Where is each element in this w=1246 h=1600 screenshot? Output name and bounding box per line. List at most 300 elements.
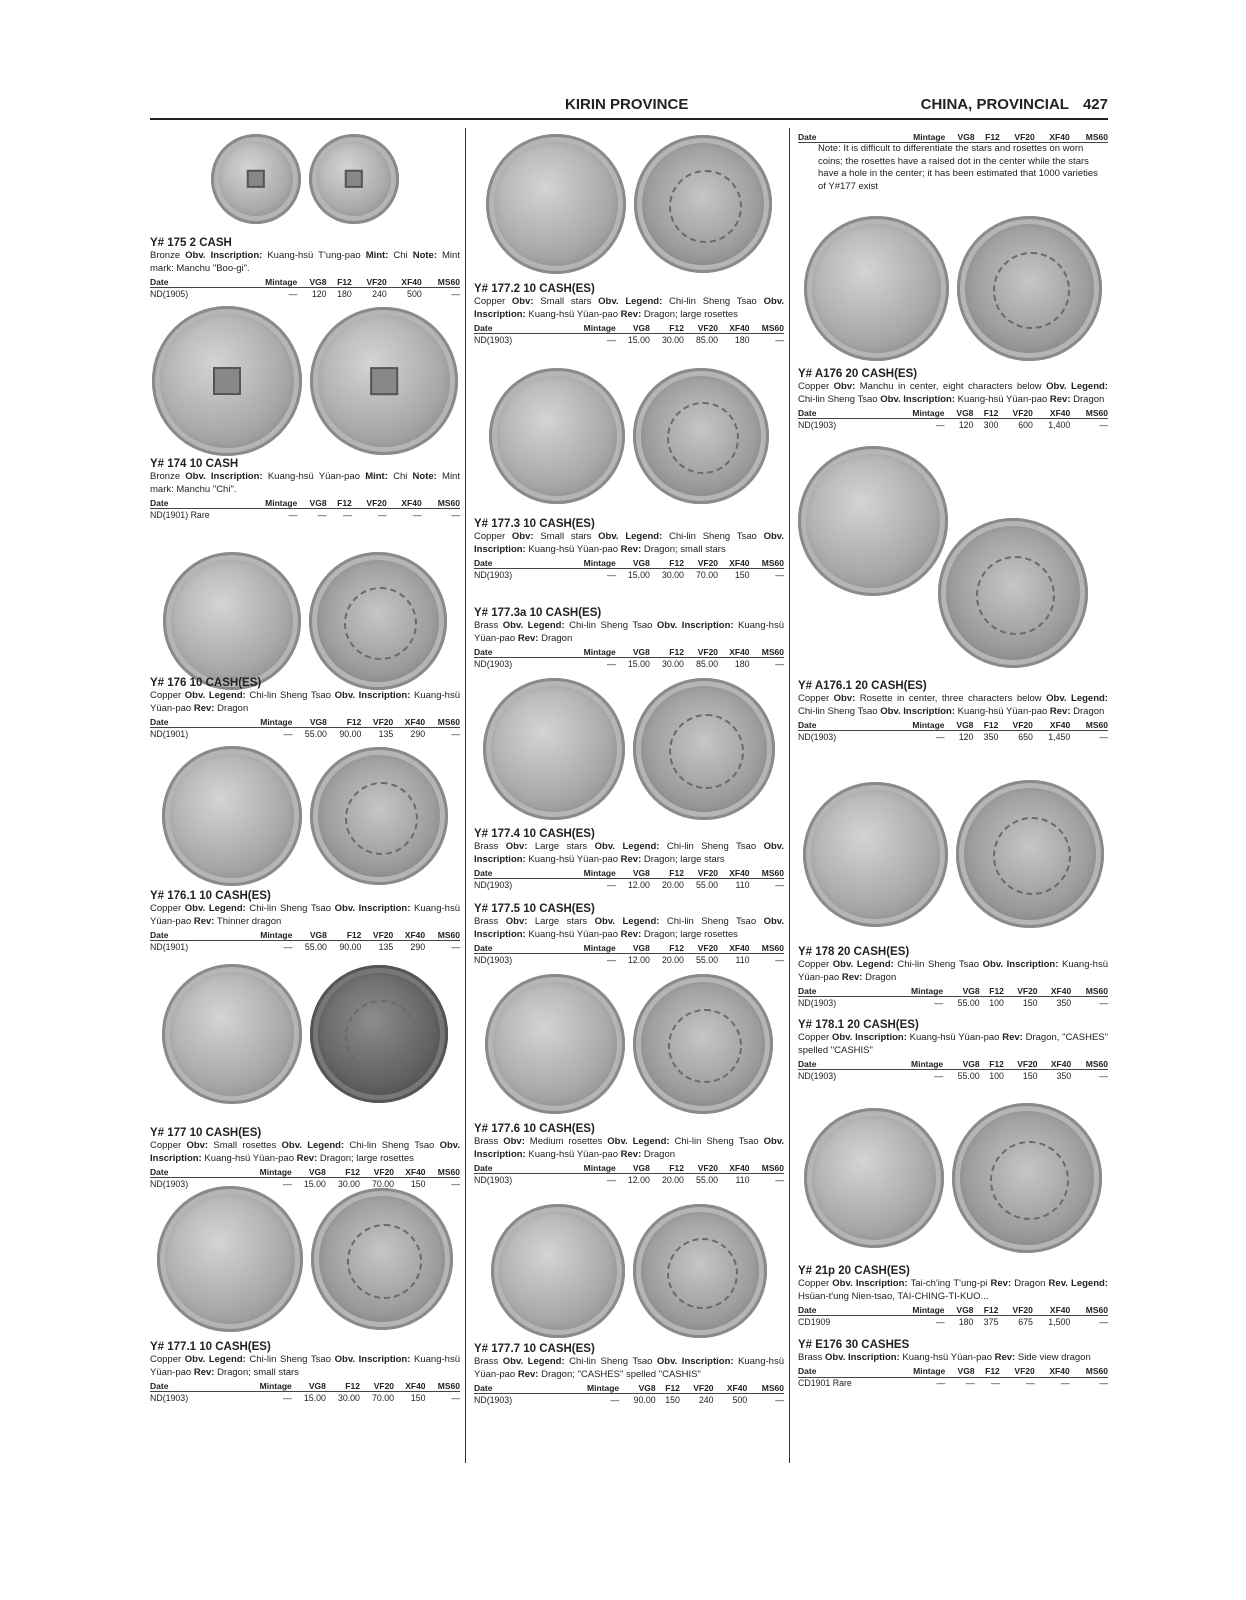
column-header: MS60: [1071, 985, 1108, 997]
coin-photos: [150, 964, 460, 1104]
coin-obverse-image: [491, 1204, 625, 1338]
column-header: VF20: [684, 942, 718, 954]
column-header: F12: [327, 276, 352, 288]
column-header: Date: [474, 867, 566, 879]
field-label: Obv:: [186, 1140, 209, 1151]
coin-obverse-image: [162, 964, 302, 1104]
column-header: VF20: [352, 276, 387, 288]
column-header: Mintage: [242, 1380, 292, 1392]
entry-title: Y# A176 20 CASH(ES): [798, 368, 918, 380]
column-header: VG8: [297, 276, 326, 288]
column-header: Mintage: [242, 1166, 292, 1178]
field-text: Copper: [798, 1032, 832, 1043]
column-header: Mintage: [890, 407, 945, 419]
table-cell: 135: [378, 728, 394, 739]
table-cell: 375: [983, 1316, 999, 1327]
table-cell: —: [342, 509, 352, 520]
value-table: [150, 929, 460, 952]
field-label: Obv. Legend:: [594, 916, 660, 927]
column-header: F12: [326, 1166, 360, 1178]
dragon-icon: [668, 1009, 742, 1083]
table-header-row: [150, 276, 460, 288]
table-cell: —: [1099, 1316, 1108, 1327]
value-table: [798, 1366, 1108, 1389]
column-header: XF40: [1033, 719, 1070, 731]
catalog-entry: [150, 889, 460, 952]
entry-description: [798, 693, 1108, 718]
entry-title: Y# 177.3a 10 CASH(ES): [474, 607, 602, 619]
field-text: Small stars: [533, 531, 599, 542]
value-table: [798, 1058, 1108, 1081]
coin-reverse-image: [633, 1204, 767, 1338]
field-text: Dragon; "CASHES" spelled "CASHIS": [538, 1368, 701, 1380]
column-header: Mintage: [242, 929, 292, 941]
column-header: MS60: [1070, 1304, 1108, 1316]
table-cell: —: [283, 728, 293, 739]
field-text: Chi-lin Sheng Tsao: [798, 393, 881, 405]
table-cell: —: [934, 997, 944, 1008]
column-header: Mintage: [242, 497, 297, 509]
entry-title: Y# 178 20 CASH(ES): [798, 946, 910, 958]
column-header: F12: [650, 942, 684, 954]
column-header: MS60: [426, 1166, 460, 1178]
table-cell: ND(1903): [798, 997, 837, 1008]
column-header: MS60: [1071, 1058, 1108, 1070]
column-header: VG8: [943, 1058, 979, 1070]
column-header: XF40: [1033, 1304, 1070, 1316]
column-header: Date: [474, 646, 566, 658]
field-text: Copper: [474, 531, 512, 542]
note-text: Note: It is difficult to differentiate the stars and rosettes on worn coins; the rosettes have a raised dot in the center while the stars have a hole in the center; it has been estimated that 1000 varieties of Y#177 exist: [818, 143, 1098, 192]
column-header: VF20: [684, 646, 718, 658]
entry-title: Y# 175 2 CASH: [150, 237, 232, 249]
coin-photos: [798, 780, 1108, 928]
entry-description: [150, 903, 460, 928]
field-text: Dragon; small stars: [641, 543, 726, 555]
field-label: Obv. Inscription:: [982, 959, 1059, 970]
field-text: Large stars: [527, 916, 595, 927]
field-label: Obv. Legend:: [598, 296, 663, 307]
field-label: Rev:: [1002, 1032, 1023, 1043]
field-text: Dragon, "CASHES" spelled "CASHIS": [798, 1032, 1108, 1056]
table-header-row: [798, 407, 1108, 419]
coin-photos: [150, 746, 460, 886]
column-header: Date: [150, 929, 242, 941]
table-cell: ND(1903): [150, 1392, 189, 1403]
coin-reverse-image: [310, 965, 448, 1103]
table-cell: —: [775, 879, 784, 890]
column-header: F12: [326, 1380, 360, 1392]
value-table: [474, 942, 784, 965]
field-label: Rev:: [841, 971, 863, 983]
coin-obverse-image: [486, 134, 626, 274]
entry-description: [474, 531, 784, 556]
column-header: MS60: [1070, 407, 1108, 419]
table-cell: —: [1099, 1070, 1108, 1081]
column-header: Date: [150, 716, 242, 728]
table-header-row: [474, 867, 784, 879]
catalog-entry: [798, 367, 1108, 430]
table-cell: ND(1903): [474, 1174, 513, 1185]
table-cell: 85.00: [696, 334, 719, 345]
field-text: Chi-lin Sheng Tsao: [564, 620, 657, 631]
dragon-icon: [993, 252, 1070, 329]
table-cell: ND(1903): [798, 419, 837, 430]
table-cell: ND(1903): [474, 1394, 513, 1405]
coin-reverse-image: [956, 780, 1104, 928]
column-header: Mintage: [242, 716, 292, 728]
field-text: Kuang-hsü Yüan-pao: [262, 471, 366, 482]
field-label: Obv. Legend:: [184, 690, 246, 701]
entry-description: [798, 1278, 1108, 1303]
field-text: Chi-lin Sheng Tsao: [659, 841, 764, 852]
dragon-icon: [347, 1224, 422, 1299]
table-cell: 55.00: [696, 954, 719, 965]
column-header: F12: [973, 1304, 998, 1316]
column-header: XF40: [1033, 407, 1070, 419]
table-cell: 120: [958, 731, 974, 742]
table-cell: 650: [1018, 731, 1033, 742]
table-cell: 55.00: [696, 1174, 719, 1185]
field-text: Copper: [798, 959, 833, 970]
table-cell: —: [283, 941, 293, 952]
field-text: Copper: [798, 693, 834, 704]
field-text: Chi: [388, 250, 413, 261]
column-header: VG8: [292, 716, 327, 728]
table-cell: 110: [735, 879, 750, 890]
column-header: VF20: [684, 322, 718, 334]
coin-obverse-image: [163, 552, 301, 690]
column-header: VG8: [292, 929, 327, 941]
table-cell: 290: [410, 728, 426, 739]
table-cell: 180: [734, 658, 750, 669]
column-header: VF20: [361, 716, 393, 728]
column-header: F12: [327, 929, 362, 941]
coin-photos: [474, 134, 784, 274]
column-header: XF40: [394, 1380, 425, 1392]
column-header: Date: [150, 497, 242, 509]
column-header: XF40: [718, 1162, 749, 1174]
header-rule: [150, 118, 1108, 120]
coin-obverse-image: [152, 306, 302, 456]
table-cell: 15.00: [627, 569, 650, 580]
field-text: Brass: [798, 1352, 825, 1363]
column-header: Mintage: [566, 322, 616, 334]
field-label: Obv. Legend:: [1046, 693, 1108, 704]
coin-photos: [474, 974, 784, 1114]
column-header: XF40: [718, 942, 749, 954]
table-row: [798, 1070, 1108, 1082]
column-header: F12: [327, 716, 362, 728]
table-cell: 70.00: [696, 569, 719, 580]
table-cell: —: [1099, 1378, 1108, 1388]
field-text: Chi-lin Sheng Tsao: [659, 916, 764, 927]
column-header: Date: [474, 322, 566, 334]
field-label: Obv. Inscription:: [832, 1278, 908, 1289]
table-cell: ND(1901): [150, 941, 189, 952]
table-cell: 55.00: [957, 1070, 980, 1081]
table-cell: 100: [989, 1070, 1004, 1081]
table-cell: —: [775, 1174, 784, 1185]
coin-photos: [474, 678, 784, 820]
coin-obverse-image: [803, 782, 948, 927]
table-row: [474, 658, 784, 670]
table-cell: 15.00: [627, 334, 650, 345]
coin-obverse-image: [310, 307, 458, 455]
table-cell: 30.00: [661, 569, 684, 580]
field-label: Obv. Legend:: [184, 1354, 246, 1365]
column-header: VG8: [619, 1382, 655, 1394]
column-header: VG8: [616, 942, 650, 954]
column-header: XF40: [387, 497, 422, 509]
entry-title: Y# 177.6 10 CASH(ES): [474, 1123, 595, 1135]
entry-description: [798, 959, 1108, 984]
entry-description: [474, 620, 784, 645]
column-header: Mintage: [890, 1058, 943, 1070]
field-text: Copper: [150, 1140, 187, 1151]
column-header: VF20: [998, 1304, 1033, 1316]
field-text: Side view dragon: [1015, 1352, 1091, 1363]
coin-obverse-image: [485, 974, 625, 1114]
field-text: Dragon: [862, 971, 897, 983]
table-header-row: [474, 1382, 784, 1394]
field-text: Copper: [150, 1354, 185, 1365]
column-header: MS60: [750, 646, 784, 658]
section-title: KIRIN PROVINCE: [565, 96, 689, 113]
dragon-icon: [344, 587, 417, 660]
coin-obverse-image: [211, 134, 301, 224]
dragon-icon: [669, 714, 744, 789]
field-label: Rev:: [193, 915, 215, 927]
table-header-row: [474, 322, 784, 334]
field-label: Obv. Inscription:: [185, 471, 263, 482]
column-header: F12: [975, 1366, 1000, 1378]
table-cell: —: [1025, 1378, 1035, 1388]
table-header-row: [798, 1304, 1108, 1316]
column-header: Date: [798, 1304, 890, 1316]
field-label: Rev:: [620, 1148, 642, 1160]
table-cell: 350: [1056, 997, 1072, 1008]
table-cell: 30.00: [337, 1178, 360, 1189]
field-text: Kuang-hsü Yüan-pao: [955, 705, 1050, 717]
table-cell: —: [288, 288, 298, 299]
dragon-icon: [993, 817, 1071, 895]
catalog-entry: [474, 1122, 784, 1185]
entry-title: Y# 177 10 CASH(ES): [150, 1127, 262, 1139]
coin-reverse-image: [309, 552, 447, 690]
value-table: [798, 131, 1108, 143]
field-label: Obv. Inscription:: [185, 250, 263, 261]
field-label: Obv. Legend:: [832, 959, 894, 970]
field-text: Kuang-hsü Yüan-pao: [955, 393, 1050, 405]
field-label: Obv. Inscription:: [656, 620, 734, 631]
catalog-entry: [798, 945, 1108, 1008]
field-text: Dragon: [1070, 705, 1105, 717]
field-text: Copper: [474, 296, 512, 307]
table-row: [798, 997, 1108, 1009]
coin-photos: [798, 446, 1108, 668]
coin-obverse-image: [489, 368, 625, 504]
entry-title: Y# 176.1 10 CASH(ES): [150, 890, 271, 902]
table-cell: ND(1903): [798, 1070, 837, 1081]
entry-title: Y# 174 10 CASH: [150, 458, 239, 470]
table-header-row: [798, 1366, 1108, 1378]
square-hole-icon: [213, 367, 241, 395]
field-text: Mint mark: Manchu "Boo-gi".: [150, 250, 460, 274]
column-header: Date: [474, 557, 566, 569]
catalog-entry: [798, 679, 1108, 742]
table-cell: —: [1099, 731, 1108, 742]
table-cell: 15.00: [303, 1178, 326, 1189]
column-header: MS60: [422, 276, 460, 288]
table-cell: —: [1060, 1378, 1070, 1388]
table-cell: 240: [698, 1394, 714, 1405]
field-text: Chi-lin Sheng Tsao: [662, 531, 764, 542]
table-cell: —: [1099, 997, 1108, 1008]
field-label: Rev:: [1049, 705, 1071, 717]
column-header: F12: [973, 719, 998, 731]
coin-photos: [150, 552, 460, 690]
value-table: [798, 1304, 1108, 1327]
column-header: XF40: [1038, 985, 1072, 997]
field-label: Rev. Legend:: [1048, 1278, 1108, 1289]
field-text: Kuang-hsü T'ung-pao: [262, 250, 366, 261]
table-cell: 55.00: [304, 941, 327, 952]
field-text: Dragon; large stars: [641, 853, 725, 865]
dragon-icon: [345, 1000, 418, 1073]
column-header: MS60: [747, 1382, 784, 1394]
coin-obverse-image: [157, 1186, 303, 1332]
entry-description: [150, 250, 460, 275]
field-label: Rev:: [990, 1278, 1012, 1289]
column-header: F12: [650, 646, 684, 658]
column-header: XF40: [718, 322, 749, 334]
field-text: Kuang-hsü Yüan-pao: [899, 1352, 995, 1363]
entry-title: Y# A176.1 20 CASH(ES): [798, 680, 927, 692]
field-text: Dragon: [1070, 393, 1105, 405]
catalog-entry: [150, 457, 460, 520]
square-hole-icon: [345, 170, 363, 188]
table-cell: 150: [665, 1394, 680, 1405]
table-row: [150, 288, 460, 300]
field-label: Obv. Legend:: [594, 841, 660, 852]
table-cell: ND(1903): [798, 731, 837, 742]
table-row: [150, 941, 460, 953]
column-header: VF20: [680, 1382, 714, 1394]
coin-reverse-image: [633, 678, 775, 820]
column-header: XF40: [1035, 131, 1070, 143]
table-row: [150, 728, 460, 740]
table-cell: 120: [958, 419, 974, 430]
value-table: [474, 867, 784, 890]
field-label: Mint:: [365, 250, 389, 261]
column-header: Date: [798, 719, 890, 731]
table-cell: 150: [410, 1178, 426, 1189]
coin-reverse-image: [634, 135, 772, 273]
field-label: Obv. Inscription:: [474, 296, 784, 320]
table-cell: 110: [735, 954, 750, 965]
field-text: Kuang-hsü Yüan-pao: [525, 308, 621, 320]
column-header: VF20: [352, 497, 387, 509]
table-header-row: [150, 1380, 460, 1392]
table-row: [474, 954, 784, 966]
table-cell: ND(1903): [474, 879, 513, 890]
field-label: Rev:: [517, 632, 539, 644]
field-label: Rev:: [193, 702, 215, 714]
table-cell: —: [282, 1392, 292, 1403]
field-text: Brass: [474, 620, 503, 631]
catalog-entry: [474, 1342, 784, 1405]
table-cell: 90.00: [633, 1394, 656, 1405]
column-header: Mintage: [890, 719, 945, 731]
entry-description: [474, 1356, 784, 1381]
column-header: MS60: [750, 1162, 784, 1174]
field-label: Obv. Inscription:: [474, 531, 784, 555]
column-header: VG8: [292, 1166, 326, 1178]
column-header: MS60: [750, 557, 784, 569]
column-header: VF20: [361, 929, 393, 941]
column-header: XF40: [718, 867, 749, 879]
table-cell: 500: [732, 1394, 748, 1405]
table-cell: 1,450: [1048, 731, 1071, 742]
catalog-entry: [474, 827, 784, 890]
table-cell: 500: [407, 288, 422, 299]
column-header: F12: [973, 407, 998, 419]
field-text: Chi-lin Sheng Tsao: [798, 705, 881, 717]
column-header: VG8: [945, 407, 974, 419]
table-cell: CD1901 Rare: [798, 1378, 852, 1388]
coin-photos: [150, 134, 460, 224]
column-header: F12: [650, 322, 684, 334]
column-header: VG8: [616, 646, 650, 658]
column-header: XF40: [718, 557, 749, 569]
entry-description: [474, 296, 784, 321]
table-header-row: [150, 497, 460, 509]
field-text: Medium rosettes: [524, 1136, 608, 1147]
table-cell: —: [317, 509, 327, 520]
column-header: Mintage: [566, 646, 616, 658]
column-header: Date: [798, 1058, 890, 1070]
value-table: [798, 985, 1108, 1008]
column-header: Date: [798, 407, 890, 419]
table-cell: ND(1905): [150, 288, 189, 299]
field-text: Brass: [474, 1356, 503, 1367]
catalog-entry: [798, 1338, 1108, 1389]
entry-title: Y# 178.1 20 CASH(ES): [798, 1019, 919, 1031]
value-table: [150, 1380, 460, 1403]
chapter-title: [921, 96, 1108, 113]
column-header: VF20: [684, 867, 718, 879]
column-header: MS60: [426, 1380, 460, 1392]
table-header-row: [150, 929, 460, 941]
entry-title: Y# 177.3 10 CASH(ES): [474, 518, 595, 530]
table-row: [798, 419, 1108, 431]
table-cell: 30.00: [337, 1392, 360, 1403]
coin-obverse-image: [483, 678, 625, 820]
table-cell: 20.00: [661, 879, 684, 890]
field-label: Obv. Legend:: [1046, 381, 1108, 392]
column-header: F12: [327, 497, 352, 509]
field-label: Obv. Inscription:: [880, 705, 955, 717]
coin-photos: [798, 1090, 1108, 1266]
field-label: Obv:: [511, 531, 534, 542]
coin-obverse-image: [798, 446, 948, 596]
table-cell: 1,500: [1048, 1316, 1071, 1327]
value-table: [474, 322, 784, 345]
entry-title: Y# 177.5 10 CASH(ES): [474, 903, 595, 915]
table-cell: 110: [735, 1174, 750, 1185]
table-cell: 150: [1022, 997, 1038, 1008]
